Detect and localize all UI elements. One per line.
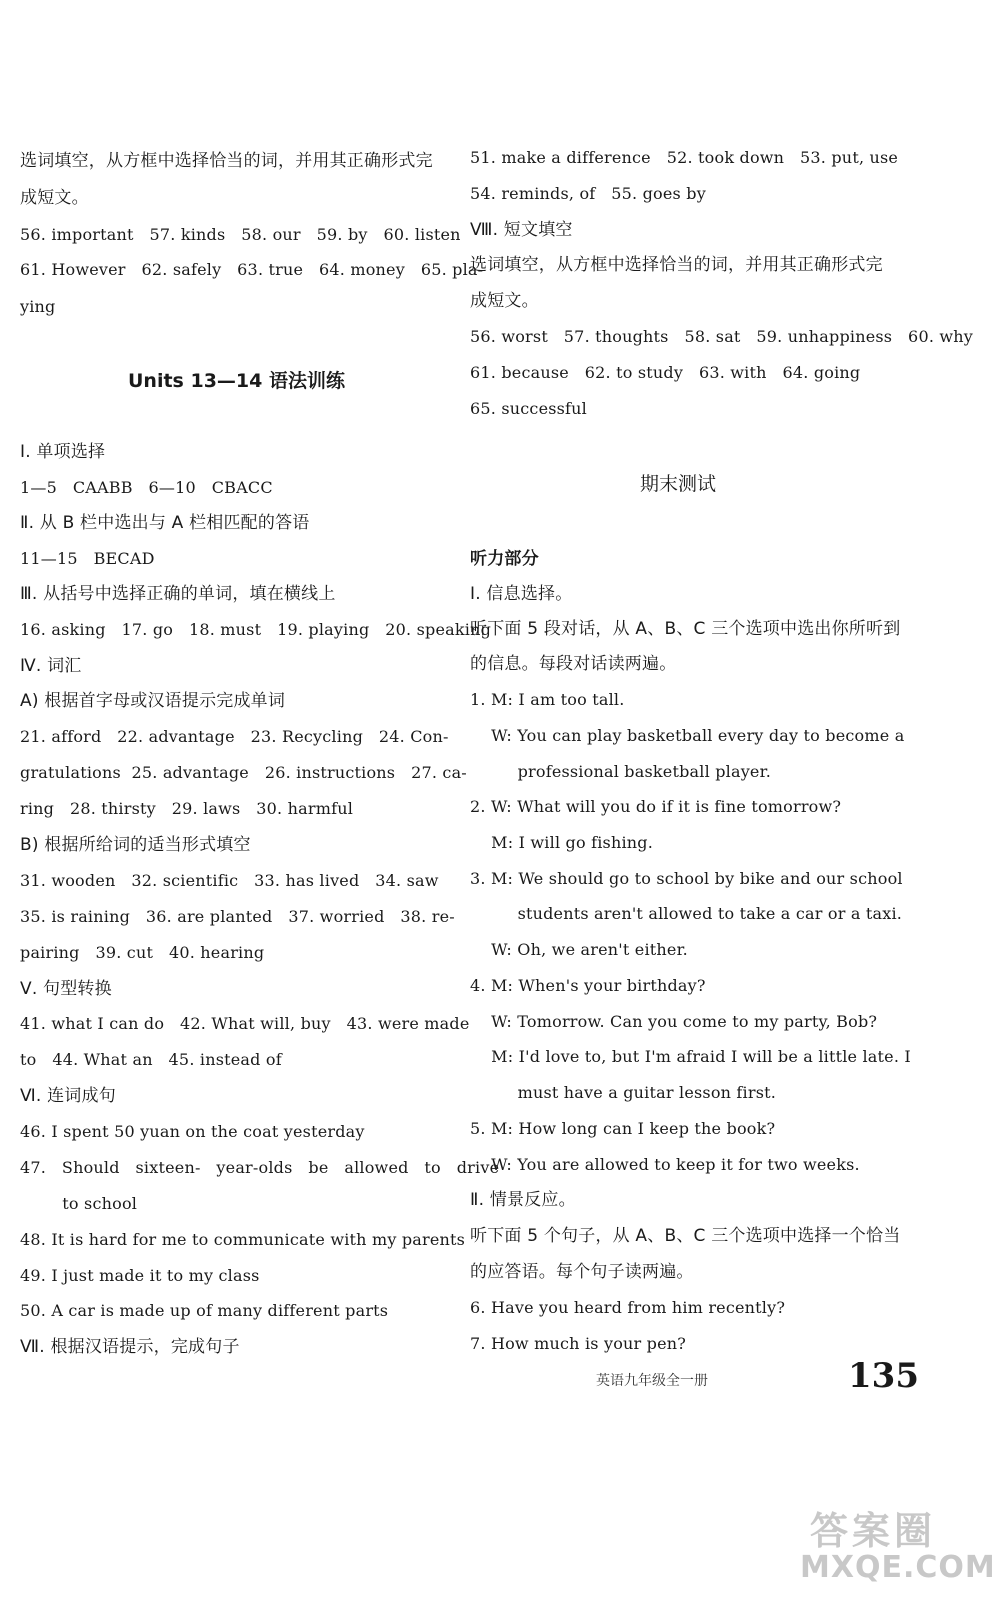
text-line: students aren't allowed to take a car or a taxi. — [470, 904, 903, 923]
text-line: 6. Have you heard from him recently? — [470, 1298, 786, 1317]
text-line: 41. what I can do 42. What will, buy 43. were made — [20, 1014, 470, 1033]
text-line: 50. A car is made up of many different parts — [20, 1301, 389, 1320]
text-line: 3. M: We should go to school by bike and our school — [470, 869, 903, 888]
text-line: 成短文。 — [20, 188, 89, 208]
watermark-logo — [800, 1500, 996, 1595]
text-line: W: You are allowed to keep it for two weeks. — [470, 1155, 860, 1174]
footer-book-title: 英语九年级全一册 — [596, 1373, 708, 1389]
text-line: 61. because 62. to study 63. with 64. going — [470, 363, 861, 382]
text-line: 49. I just made it to my class — [20, 1266, 260, 1285]
text-line: 16. asking 17. go 18. must 19. playing 20. speaking — [20, 620, 492, 639]
text-line: 21. afford 22. advantage 23. Recycling 24. Con- — [20, 727, 449, 746]
text-line: to school — [20, 1194, 138, 1213]
watermark-text: 答案圈 — [810, 1509, 937, 1553]
text-line: Ⅴ. 句型转换 — [20, 979, 112, 999]
text-line: 选词填空，从方框中选择恰当的词，并用其正确形式完 — [20, 151, 433, 171]
text-line: 65. successful — [470, 399, 588, 418]
text-line: 2. W: What will you do if it is fine tomorrow? — [470, 797, 842, 816]
section-title: Units 13—14 语法训练 — [128, 370, 345, 392]
text-line: pairing 39. cut 40. hearing — [20, 943, 265, 962]
text-line: to 44. What an 45. instead of — [20, 1050, 282, 1069]
text-line: 56. worst 57. thoughts 58. sat 59. unhappiness 60. why — [470, 327, 974, 346]
text-line: ying — [20, 297, 56, 316]
text-line: 1. M: I am too tall. — [470, 690, 625, 709]
text-line: 听下面 5 个句子，从 A、B、C 三个选项中选择一个恰当 — [470, 1226, 901, 1246]
text-line: 48. It is hard for me to communicate with my parents — [20, 1230, 466, 1249]
text-line: 5. M: How long can I keep the book? — [470, 1119, 776, 1138]
text-line: 1—5 CAABB 6—10 CBACC — [20, 478, 273, 497]
text-line: Ⅳ. 词汇 — [20, 656, 82, 676]
text-line: 51. make a difference 52. took down 53. put, use — [470, 148, 899, 167]
text-line: 46. I spent 50 yuan on the coat yesterday — [20, 1122, 365, 1141]
text-line: 选词填空，从方框中选择恰当的词，并用其正确形式完 — [470, 255, 883, 275]
text-line: Ⅵ. 连词成句 — [20, 1086, 116, 1106]
text-line: 听力部分 — [470, 549, 539, 569]
watermark-url: MXQE.COM — [800, 1550, 996, 1585]
text-line: 35. is raining 36. are planted 37. worried 38. re- — [20, 907, 455, 926]
text-line: 11—15 BECAD — [20, 549, 155, 568]
section-title: 期末测试 — [640, 473, 717, 495]
text-line: B) 根据所给词的适当形式填空 — [20, 835, 251, 855]
text-line: 成短文。 — [470, 291, 539, 311]
text-line: W: Oh, we aren't either. — [470, 940, 688, 959]
text-line: 54. reminds, of 55. goes by — [470, 184, 706, 203]
text-line: professional basketball player. — [470, 762, 771, 781]
text-line: ring 28. thirsty 29. laws 30. harmful — [20, 799, 354, 818]
text-line: 61. However 62. safely 63. true 64. money 65. pla- — [20, 260, 484, 279]
text-line: Ⅲ. 从括号中选择正确的单词，填在横线上 — [20, 584, 336, 604]
text-line: W: Tomorrow. Can you come to my party, Bob? — [470, 1012, 878, 1031]
text-line: 4. M: When's your birthday? — [470, 976, 706, 995]
text-line: 听下面 5 段对话，从 A、B、C 三个选项中选出你所听到 — [470, 619, 901, 639]
text-line: gratulations 25. advantage 26. instructions 27. ca- — [20, 763, 467, 782]
text-line: 56. important 57. kinds 58. our 59. by 60. listen — [20, 225, 461, 244]
text-line: M: I'd love to, but I'm afraid I will be a little late. I — [470, 1047, 911, 1066]
text-line: 的信息。每段对话读两遍。 — [470, 654, 677, 674]
text-line: Ⅰ. 单项选择 — [20, 442, 106, 462]
text-line: Ⅰ. 信息选择。 — [470, 584, 573, 604]
page-number: 135 — [848, 1356, 919, 1396]
text-line: Ⅶ. 根据汉语提示，完成句子 — [20, 1337, 240, 1357]
text-line: M: I will go fishing. — [470, 833, 654, 852]
text-line: W: You can play basketball every day to become a — [470, 726, 905, 745]
text-line: 的应答语。每个句子读两遍。 — [470, 1262, 694, 1282]
text-line: Ⅱ. 从 B 栏中选出与 A 栏相匹配的答语 — [20, 513, 310, 533]
text-line: Ⅷ. 短文填空 — [470, 220, 573, 240]
text-line: 47. Should sixteen- year-olds be allowed to drive — [20, 1158, 500, 1177]
text-line: 31. wooden 32. scientific 33. has lived 34. saw — [20, 871, 439, 890]
text-line: must have a guitar lesson first. — [470, 1083, 777, 1102]
text-line: 7. How much is your pen? — [470, 1334, 687, 1353]
text-line: Ⅱ. 情景反应。 — [470, 1190, 576, 1210]
text-line: A) 根据首字母或汉语提示完成单词 — [20, 691, 286, 711]
